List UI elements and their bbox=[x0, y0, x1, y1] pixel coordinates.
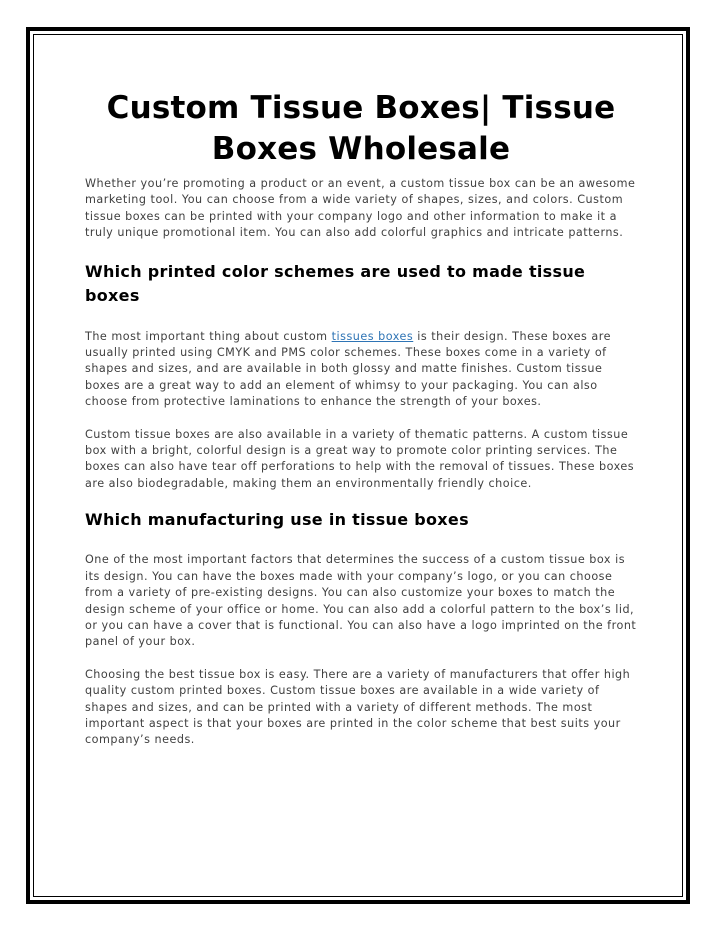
page-title: Custom Tissue Boxes| Tissue Boxes Wholesale bbox=[106, 90, 616, 167]
section-heading-manufacturing: Which manufacturing use in tissue boxes bbox=[85, 510, 469, 530]
intro-paragraph: Whether you’re promoting a product or an event, a custom tissue box can be an awesome marketing tool. You can choose from a wide variety of shapes, sizes, and colors. Custom tissue boxes can be printed with your company logo and other information to make it a truly unique promotional item. You can also add colorful graphics and intricate patterns. bbox=[85, 177, 636, 240]
manufacturing-paragraph-1: One of the most important factors that determines the success of a custom tissue box is its design. You can have the boxes made with your company’s logo, or you can choose from a variety of pre-existing designs. You can also customize your boxes to match the design scheme of your office or home. You can also add a colorful pattern to the box’s lid, or you can have a cover that is functional. You can also have a logo imprinted on the front panel of your box. bbox=[85, 553, 637, 649]
manufacturing-paragraph-2: Choosing the best tissue box is easy. There are a variety of manufacturers that offer high quality custom printed boxes. Custom tissue boxes are available in a wide variety of shapes and sizes, and can be printed with a variety of different methods. The most important aspect is that your boxes are printed in the color scheme that best suits your company’s needs. bbox=[85, 667, 631, 747]
document-body bbox=[85, 88, 637, 749]
paragraph-text: The most important thing about custom bbox=[85, 329, 332, 343]
paragraph-text: is their design. These boxes are usually printed using CMYK and PMS color schemes. These boxes come in a variety of shapes and sizes, and are available in both glossy and matte finishes. Custom tissue boxes are a great way to add an element of whimsy to your packaging. You can also choose from protective laminations to enhance the strength of your boxes. bbox=[85, 329, 611, 409]
tissues-boxes-link[interactable]: tissues boxes bbox=[331, 329, 414, 343]
color-schemes-paragraph-1 bbox=[85, 329, 637, 411]
color-schemes-paragraph-2: Custom tissue boxes are also available in a variety of thematic patterns. A custom tissue box with a bright, colorful design is a great way to promote color printing services. The boxes can also have tear off perforations to help with the removal of tissues. These boxes are also biodegradable, making them an environmentally friendly choice. bbox=[85, 427, 635, 490]
section-heading-color-schemes: Which printed color schemes are used to made tissue boxes bbox=[85, 261, 586, 305]
